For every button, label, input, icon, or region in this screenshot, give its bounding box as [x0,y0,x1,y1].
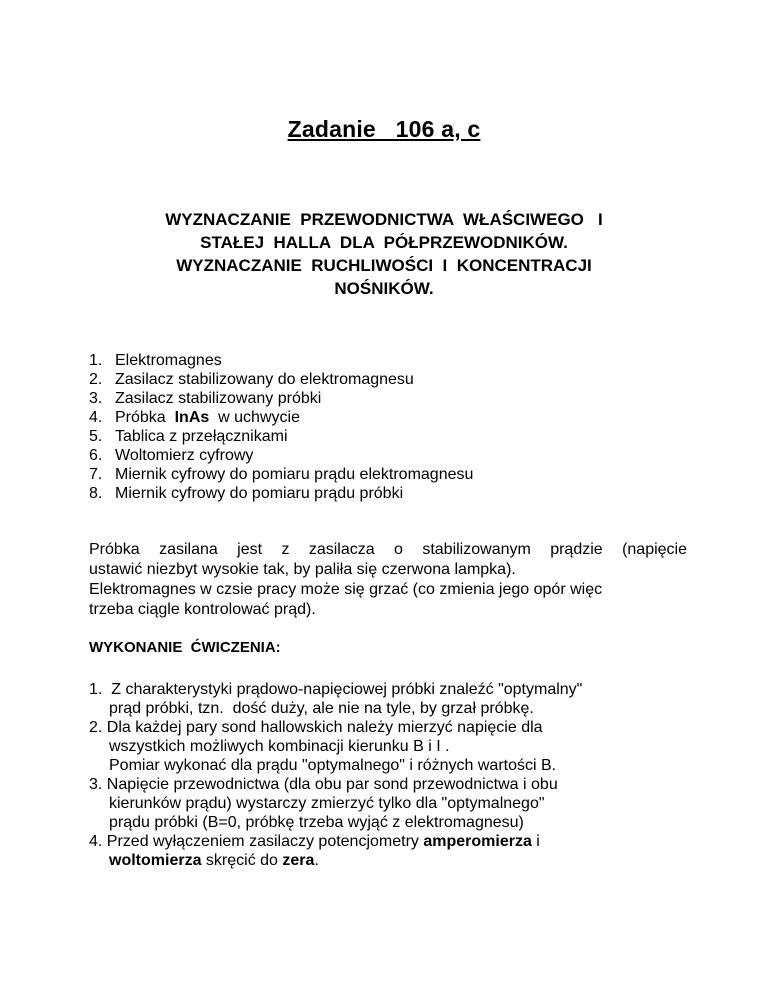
step-line: kierunków prądu) wystarczy zmierzyć tylko dla "optymalnego" [109,795,545,812]
step-text-part: i [531,833,540,850]
heading-line: STAŁEJ HALLA DLA PÓŁPRZEWODNIKÓW. [200,233,568,252]
list-text: Elektromagnes [115,352,222,369]
section-heading: WYKONANIE ĆWICZENIA: [89,639,281,656]
paragraph-line: Próbka zasilana jest z zasilacza o stabilizowanym prądzie (napięcie [89,541,687,558]
list-number: 3. [89,390,103,407]
list-item [89,408,473,427]
step-item [89,718,709,775]
page-title: Zadanie 106 a, c [287,116,481,142]
list-item [89,389,473,408]
list-item [89,370,473,389]
step-line: Pomiar wykonać dla prądu "optymalnego" i różnych wartości B. [109,757,557,774]
paragraph-line: Elektromagnes w czsie pracy może się grzać (co zmienia jego opór więc [89,581,603,598]
step-line: 2. Dla każdej pary sond hallowskich należy mierzyć napięcie dla [89,719,543,736]
description-paragraph [89,540,687,620]
heading-line: WYZNACZANIE RUCHLIWOŚCI I KONCENTRACJI [176,256,592,275]
list-number: 5. [89,428,103,445]
document-heading [0,208,768,300]
heading-line: WYZNACZANIE PRZEWODNICTWA WŁAŚCIWEGO I [165,210,603,229]
list-text: Woltomierz cyfrowy [115,447,254,464]
list-text: Zasilacz stabilizowany do elektromagnesu [115,371,414,388]
list-item [89,351,473,370]
step-item [89,680,709,718]
step-line: prądu próbki (B=0, próbkę trzeba wyjąć z elektromagnesu) [109,814,524,831]
step-line: wszystkich możliwych kombinacji kierunku B i I . [109,738,450,755]
step-text-part: 4. Przed wyłączeniem zasilaczy potencjometry [89,833,424,850]
list-item [89,465,473,484]
list-text-part: w uchwycie [209,409,300,426]
list-item [89,427,473,446]
step-line: prąd próbki, tzn. dość duży, ale nie na tyle, by grzał próbkę. [109,700,534,717]
paragraph-line: ustawić niezbyt wysokie tak, by paliła się czerwona lampka). [89,561,516,578]
list-number: 1. [89,352,103,369]
step-line [89,832,709,851]
step-line: 3. Napięcie przewodnictwa (dla obu par sond przewodnictwa i obu [89,776,558,793]
procedure-steps [89,680,709,870]
step-emphasis: woltomierza [109,852,202,869]
list-text: Tablica z przełącznikami [115,428,288,445]
equipment-list [89,351,473,503]
step-text-part: skręcić do [201,852,283,869]
list-text: Miernik cyfrowy do pomiaru prądu elektromagnesu [115,466,474,483]
list-number: 2. [89,371,103,388]
list-item [89,484,473,503]
list-text: Zasilacz stabilizowany próbki [115,390,322,407]
step-line: 1. Z charakterystyki prądowo-napięciowej próbki znaleźć "optymalny" [89,681,583,698]
step-emphasis: zera [282,852,315,869]
step-emphasis: amperomierza [423,833,532,850]
paragraph-line: trzeba ciągle kontrolować prąd). [89,601,316,618]
sample-material: InAs [174,409,210,426]
list-text-part: Próbka [115,409,175,426]
step-item [89,775,709,832]
list-number: 8. [89,485,103,502]
step-line [89,851,709,870]
list-number: 4. [89,409,103,426]
step-text-part: . [314,852,319,869]
list-item [89,446,473,465]
list-number: 7. [89,466,103,483]
list-number: 6. [89,447,103,464]
heading-line: NOŚNIKÓW. [334,279,434,298]
list-text: Miernik cyfrowy do pomiaru prądu próbki [115,485,404,502]
step-item [89,832,709,870]
list-text [115,408,300,427]
